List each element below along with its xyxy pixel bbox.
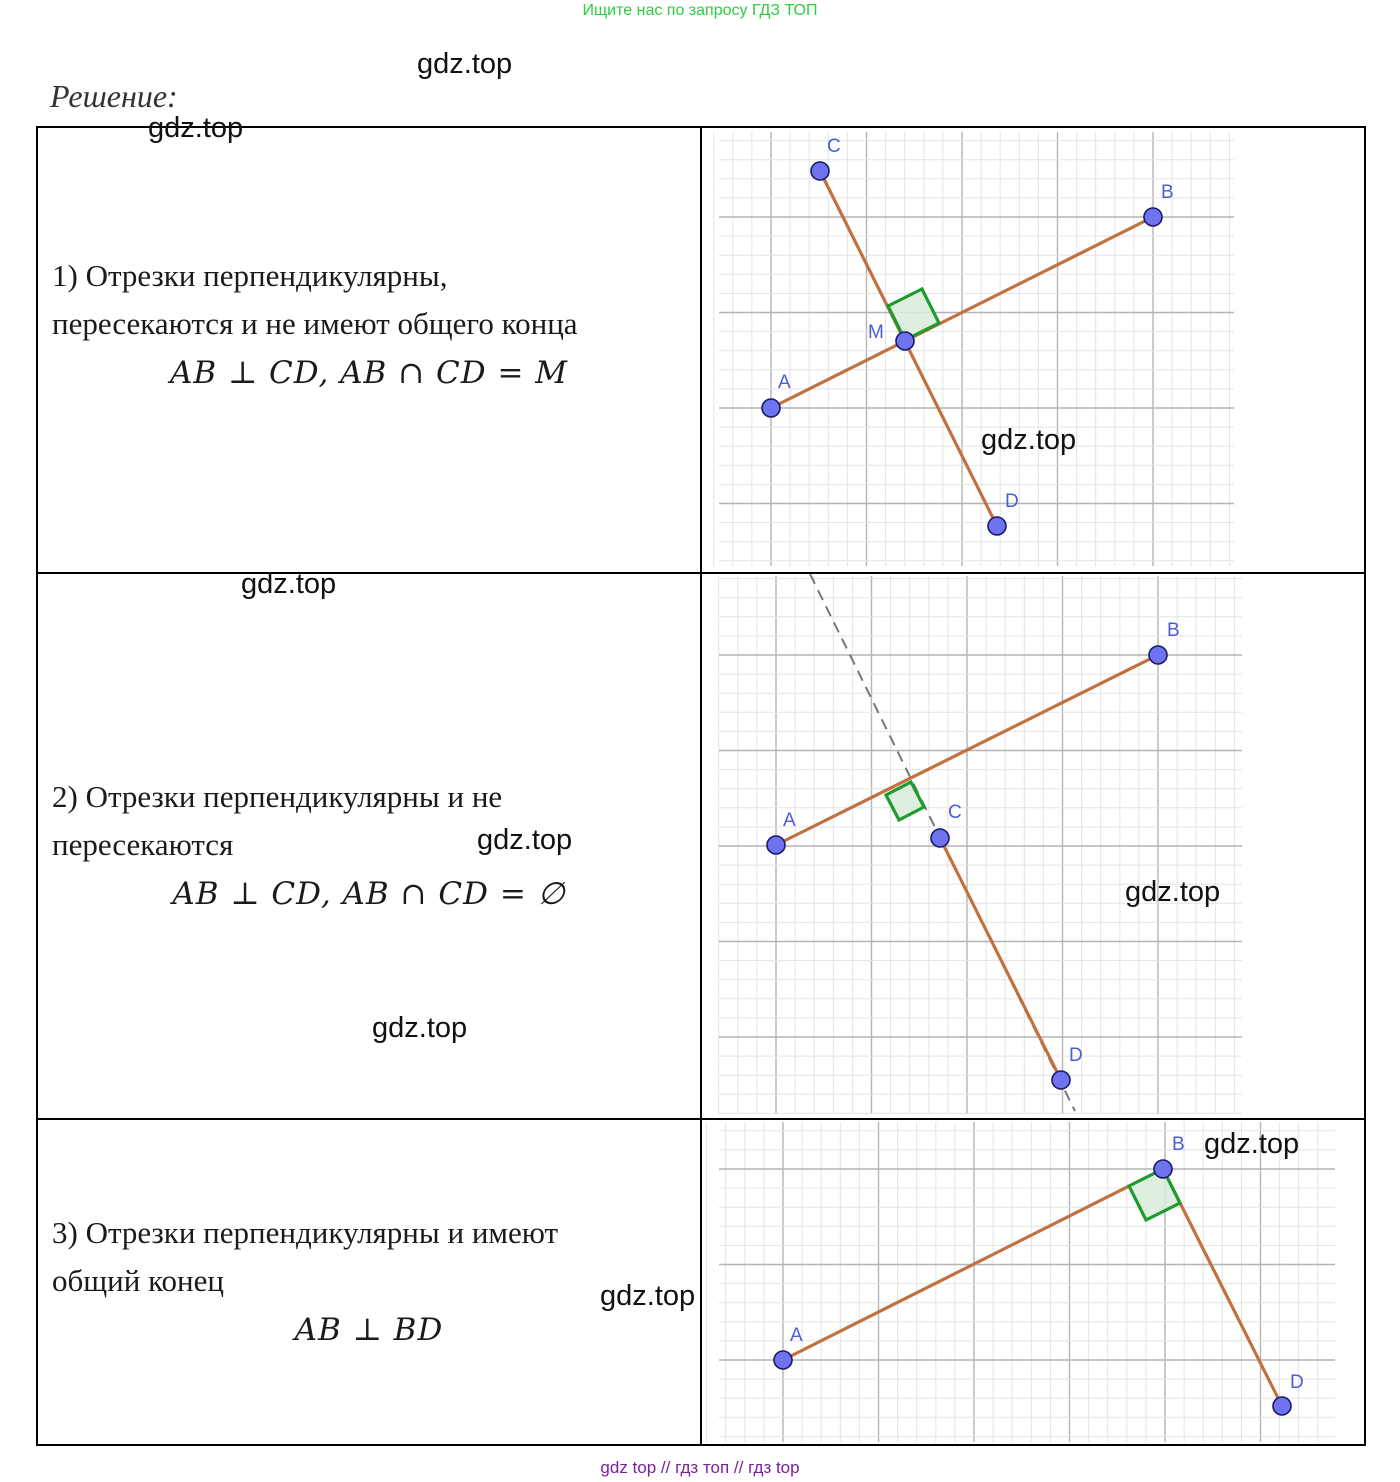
row2-line2: пересекаются bbox=[52, 827, 234, 862]
row1-point-b[interactable] bbox=[1144, 208, 1162, 226]
row1-formula: AB ⊥ CD, AB ∩ CD = M bbox=[169, 355, 569, 391]
row3-formula: AB ⊥ BD bbox=[294, 1312, 444, 1348]
row2-point-a[interactable] bbox=[767, 836, 785, 854]
row2-geometry-figure bbox=[702, 574, 1364, 1118]
row2-point-d[interactable] bbox=[1052, 1071, 1070, 1089]
row2-formula: AB ⊥ CD, AB ∩ CD = ∅ bbox=[172, 876, 566, 912]
row3-geometry-figure bbox=[702, 1120, 1364, 1444]
row1-right-angle-mark bbox=[888, 289, 939, 340]
row1-label-c: C bbox=[827, 136, 841, 157]
row2-point-b[interactable] bbox=[1149, 646, 1167, 664]
table-row bbox=[37, 573, 1365, 1119]
row2-description bbox=[52, 773, 700, 869]
row3-label-b: B bbox=[1172, 1134, 1185, 1155]
watermark: gdz.top bbox=[148, 112, 244, 144]
row3-point-d[interactable] bbox=[1273, 1397, 1291, 1415]
top-banner: Ищите нас по запросу ГДЗ ТОП bbox=[582, 2, 818, 19]
watermark: gdz.top bbox=[477, 824, 573, 856]
row3-grid bbox=[707, 1120, 1335, 1442]
row3-line1: 3) Отрезки перпендикулярны и имеют bbox=[52, 1215, 559, 1250]
row1-line1: 1) Отрезки перпендикулярны, bbox=[52, 258, 448, 293]
row3-point-b[interactable] bbox=[1154, 1160, 1172, 1178]
row1-grid bbox=[714, 128, 1234, 566]
row1-point-d[interactable] bbox=[988, 517, 1006, 535]
watermark: gdz.top bbox=[1125, 876, 1221, 908]
row2-segment-cd bbox=[940, 838, 1061, 1080]
watermark: gdz.top bbox=[1204, 1128, 1300, 1160]
row2-label-b: B bbox=[1167, 620, 1180, 641]
row1-figure-cell bbox=[701, 127, 1365, 573]
solution-table bbox=[36, 126, 1366, 1446]
row3-right-angle-mark bbox=[1129, 1169, 1180, 1220]
row1-line2: пересекаются и не имеют общего конца bbox=[52, 306, 578, 341]
row1-point-a[interactable] bbox=[762, 399, 780, 417]
row3-label-a: A bbox=[790, 1325, 803, 1346]
row2-line1: 2) Отрезки перпендикулярны и не bbox=[52, 779, 503, 814]
row2-point-c[interactable] bbox=[931, 829, 949, 847]
row1-label-m: M bbox=[868, 322, 884, 343]
row3-figure-cell bbox=[701, 1119, 1365, 1445]
row1-geometry-figure bbox=[702, 128, 1364, 572]
row1-text-cell bbox=[37, 127, 701, 573]
table-row bbox=[37, 127, 1365, 573]
watermark: gdz.top bbox=[241, 568, 337, 600]
watermark: gdz.top bbox=[372, 1012, 468, 1044]
row1-label-d: D bbox=[1005, 491, 1019, 512]
solution-heading: Решение: bbox=[50, 78, 178, 114]
footer-links: gdz top // гдз топ // гдз top bbox=[600, 1458, 800, 1477]
row3-point-a[interactable] bbox=[774, 1351, 792, 1369]
row3-line2: общий конец bbox=[52, 1263, 224, 1298]
row2-label-d: D bbox=[1069, 1045, 1083, 1066]
watermark: gdz.top bbox=[981, 424, 1077, 456]
row1-label-a: A bbox=[778, 372, 791, 393]
row1-point-c[interactable] bbox=[811, 162, 829, 180]
row1-label-b: B bbox=[1161, 182, 1174, 203]
watermark: gdz.top bbox=[600, 1280, 696, 1312]
row3-label-d: D bbox=[1290, 1372, 1304, 1393]
row2-label-c: C bbox=[948, 802, 962, 823]
row2-text-cell bbox=[37, 573, 701, 1119]
table-row bbox=[37, 1119, 1365, 1445]
row1-point-m[interactable] bbox=[896, 332, 914, 350]
watermark: gdz.top bbox=[417, 48, 513, 80]
row1-description bbox=[52, 252, 700, 348]
row2-label-a: A bbox=[783, 810, 796, 831]
row2-figure-cell bbox=[701, 573, 1365, 1119]
